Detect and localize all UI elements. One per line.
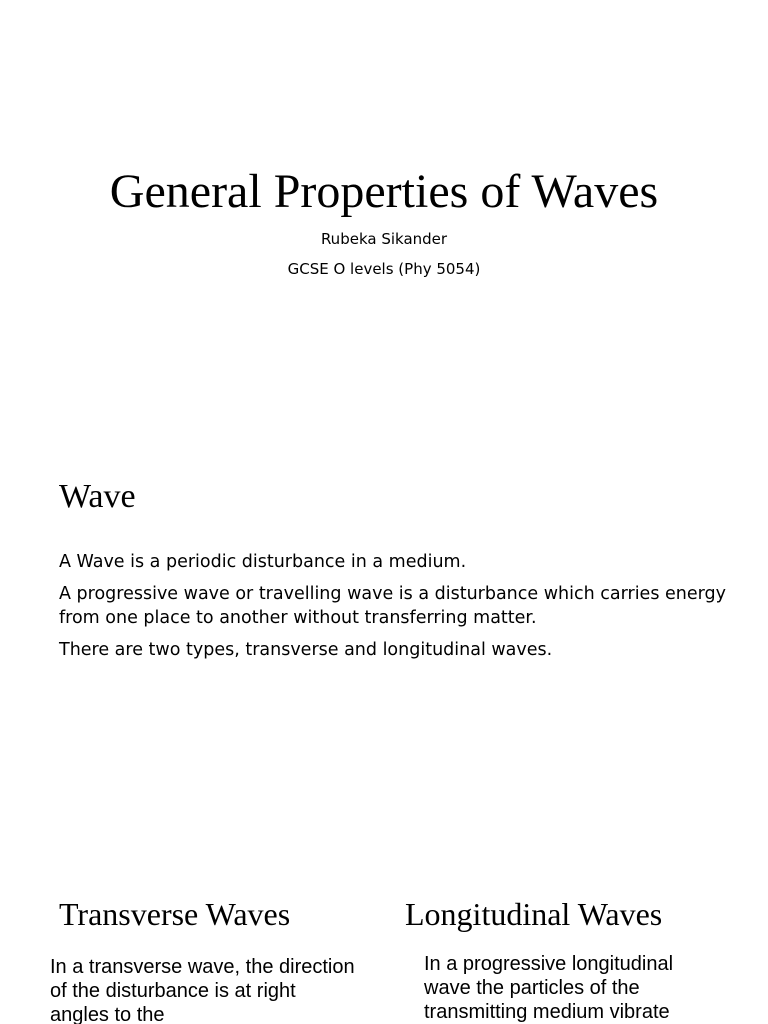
presentation-title: General Properties of Waves [109, 165, 659, 218]
title-slide [0, 0, 768, 432]
course-name: GCSE O levels (Phy 5054) [287, 260, 481, 278]
wave-types-slide [0, 864, 768, 1024]
transverse-text: In a transverse wave, the direction of the disturbance is at right angles to the [50, 956, 355, 1024]
wave-paragraph: A progressive wave or travelling wave is a disturbance which carries energy from one place to another without transferring matter. [59, 584, 726, 628]
longitudinal-heading: Longitudinal Waves [405, 896, 663, 932]
longitudinal-text: In a progressive longitudinal wave the particles of the transmitting medium vibrate [424, 953, 674, 1023]
wave-paragraph: There are two types, transverse and longitudinal waves. [59, 640, 553, 660]
wave-definition-list [59, 550, 729, 670]
wave-slide [0, 432, 768, 864]
transverse-heading: Transverse Waves [59, 896, 291, 932]
wave-paragraph: A Wave is a periodic disturbance in a medium. [59, 552, 467, 572]
author-name: Rubeka Sikander [320, 230, 448, 248]
wave-heading: Wave [59, 478, 136, 515]
